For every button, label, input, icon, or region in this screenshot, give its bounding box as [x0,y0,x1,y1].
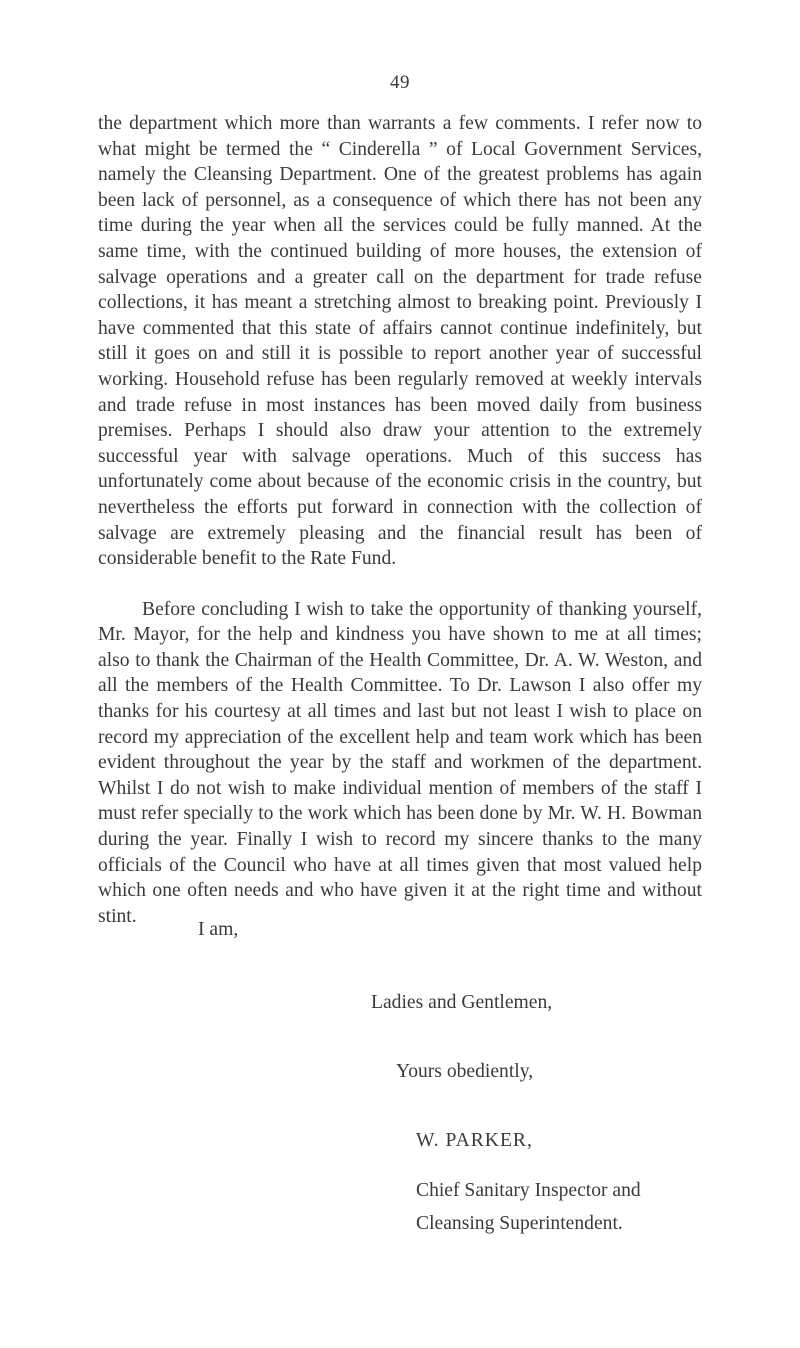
report-body [98,111,702,929]
page-number: 49 [390,72,410,93]
paragraph-cleansing-department: the department which more than warrants a few comments. I refer now to what might be termed the “ Cinderella ” of Local Government Services, namely the Cleansing Department. One of the greatest problems has again been lack of personnel, as a consequence of which there has not been any time during the year when all the services could be fully manned. At the same time, with the continued building of more houses, the extension of salvage operations and a greater call on the department for trade refuse collections, it has meant a stretching almost to breaking point. Previously I have commented that this state of affairs cannot continue indefinitely, but still it goes on and still it is possible to report another year of successful working. Household refuse has been regularly removed at weekly intervals and trade refuse in most instances has been moved daily from business premises. Perhaps I should also draw your attention to the extremely successful year with salvage operations. Much of this success has unfortunately come about because of the economic crisis in the country, but nevertheless the efforts put forward in connection with the collection of salvage are extremely pleasing and the financial result has been of considerable benefit to the Rate Fund. [98,113,702,570]
signatory-title-line-2: Cleansing Superintendent. [416,1213,623,1234]
signatory-title [416,1174,641,1240]
closing-salutation: Ladies and Gentlemen, [371,992,553,1013]
paragraph-acknowledgements: Before concluding I wish to take the opportunity of thanking yourself, Mr. Mayor, for the help and kindness you have shown to me at all times; also to thank the Chairman of the Health Committee, Dr. A. W. Weston, and all the members of the Health Committee. To Dr. Lawson I also offer my thanks for his courtesy at all times and last but not least I wish to place on record my appreciation of the excellent help and team work which has been evident throughout the year by the staff and workmen of the department. Whilst I do not wish to make individual mention of members of the staff I must refer specially to the work which has been done by Mr. W. H. Bowman during the year. Finally I wish to record my sincere thanks to the many officials of the Council who have at all times given that most valued help which one often needs and who have given it at the right time and without stint. [98,598,702,927]
closing-yours-obediently: Yours obediently, [396,1061,534,1082]
signatory-title-line-1: Chief Sanitary Inspector and [416,1180,641,1201]
signature-name: W. PARKER, [416,1130,533,1151]
closing-i-am: I am, [198,919,239,940]
